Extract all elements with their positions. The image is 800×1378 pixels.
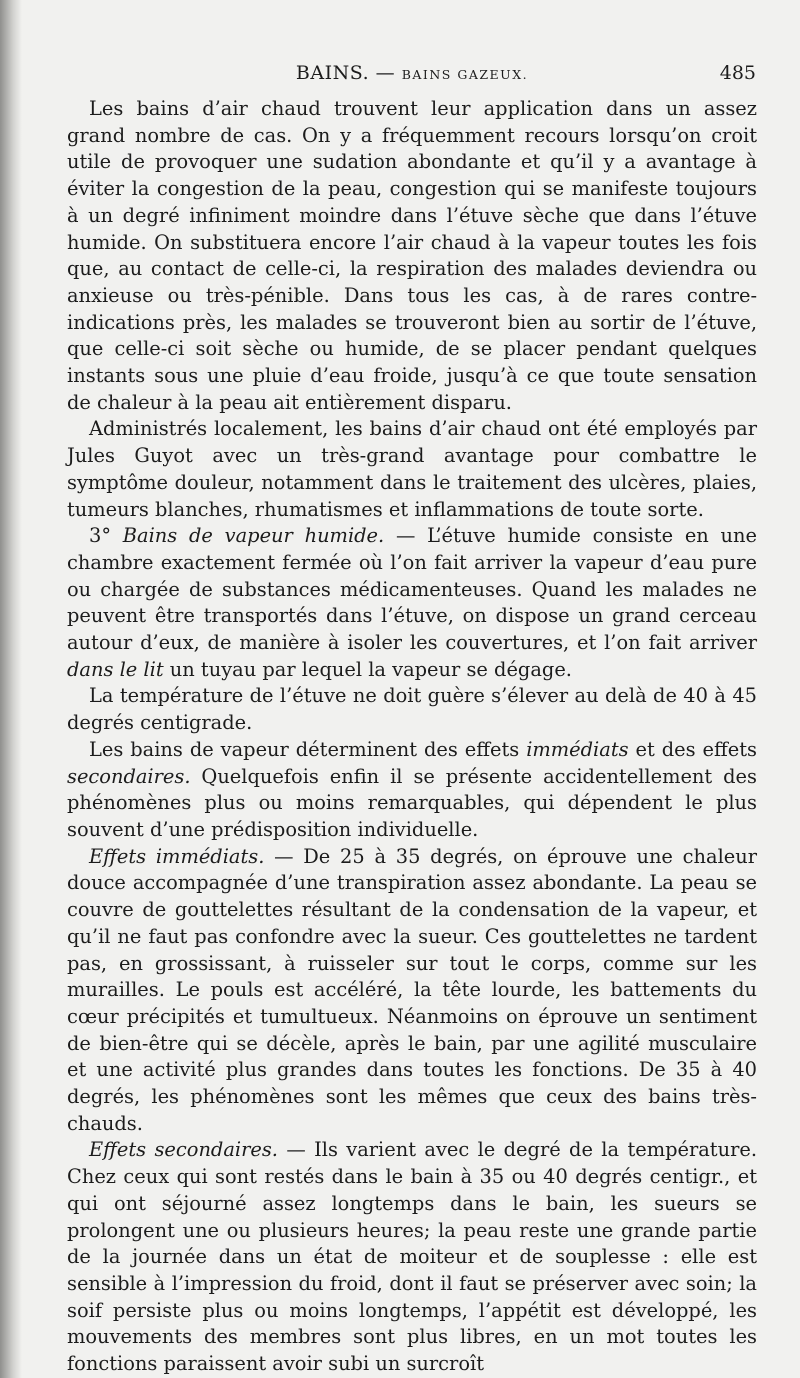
subheading-immediate-effects: Effets immédiats. <box>89 844 265 868</box>
running-header <box>68 62 756 92</box>
paragraph-immediate-effects <box>67 844 757 1138</box>
italic-term-immediate: immédiats <box>526 737 629 761</box>
paragraph-text: — L’étuve humide consiste en une chambre exactement fermée où l’on fait arriver la vapeur d’eau pure ou chargée de substances médicamenteuses. Quand les malades ne peuvent être transportés dans l’étuve, on dispose un grand cerceau autour d’eux, de manière à isoler les couvertures, et l’on fait arriver <box>67 524 757 655</box>
paragraph-local-use: Administrés localement, les bains d’air chaud ont été employés par Jules Guyot avec un très-grand avantage pour combattre le symptôme douleur, notamment dans le traitement des ulcères, plaies, tumeurs blanches, rhumatismes et inflammations de toute sorte. <box>67 417 757 521</box>
header-title: BAINS. <box>295 62 370 84</box>
running-title <box>68 62 756 84</box>
paragraph-temperature: La température de l’étuve ne doit guère s’élever au delà de 40 à 45 degrés centigrade. <box>67 684 757 735</box>
paragraph-text: — De 25 à 35 degrés, on éprouve une chaleur douce accompagnée d’une transpiration assez abondante. La peau se couvre de gouttelettes résultant de la condensation de la vapeur, et qu’il ne faut pas confondre avec la sueur. Ces gouttelettes ne tardent pas, en grossissant, à ruisseler sur tout le corps, comme sur les murailles. Le pouls est accéléré, la tête lourde, les battements du cœur précipités et tumultueux. Néanmoins on éprouve un sentiment de bien-être qui se décèle, après le bain, par une agilité musculaire et une activité plus grandes dans toutes les fonctions. De 35 à 40 degrés, les phénomènes sont les mêmes que ceux des bains très-chauds. <box>67 844 757 1135</box>
header-subtitle: BAINS GAZEUX. <box>401 67 529 82</box>
body-text <box>67 96 757 1378</box>
paragraph-text: Les bains de vapeur déterminent des effets <box>89 737 527 761</box>
paragraph-hot-air-baths: Les bains d’air chaud trouvent leur application dans un assez grand nombre de cas. On y a fréquemment recours lorsqu’on croit utile de provoquer une sudation abondante et qu’il y a avantage à éviter la congestion de la peau, congestion qui se manifeste toujours à un degré infiniment moindre dans l’étuve sèche que dans l’étuve humide. On substituera encore l’air chaud à la vapeur toutes les fois que, au contact de celle-ci, la respiration des malades deviendra ou anxieuse ou très-pénible. Dans tous les cas, à de rares contre-indications près, les malades se trouveront bien au sortir de l’étuve, que celle-ci soit sèche ou humide, de se placer pendant quelques instants sous une pluie d’eau froide, jusqu’à ce que toute sensation de chaleur à la peau ait entièrement disparu. <box>67 97 757 414</box>
section-heading-humid-steam: Bains de vapeur humide. <box>122 524 385 548</box>
italic-term-secondary: secondaires. <box>67 764 191 788</box>
italic-phrase: dans le lit <box>67 657 164 681</box>
paragraph-text: — Ils varient avec le degré de la température. Chez ceux qui sont restés dans le bain à 35 ou 40 degrés centigr., et qui ont séjourné assez longtemps dans le bain, les sueurs se prolongent une ou plusieurs heures; la peau reste une grande partie de la journée dans un état de moiteur et de souplesse : elle est sensible à l’impression du froid, dont il faut se préserver avec soin; la soif persiste plus ou moins longtemps, l’appétit est développé, les mouvements des membres sont plus libres, en un mot toutes les fonctions paraissent avoir subi un surcroît <box>67 1138 757 1376</box>
paragraph-secondary-effects <box>67 1137 757 1377</box>
paragraph-text: et des effets <box>628 737 757 761</box>
paragraph-text: Quelquefois enfin il se présente accidentellement des phénomènes plus ou moins remarquables, qui dépendent le plus souvent d’une prédisposition individuelle. <box>67 764 757 841</box>
header-dash: — <box>369 62 402 84</box>
section-number: 3° <box>89 524 123 548</box>
page-number: 485 <box>719 62 756 84</box>
paragraph-text: un tuyau par lequel la vapeur se dégage. <box>163 657 572 681</box>
paragraph-effects-intro <box>67 737 757 844</box>
subheading-secondary-effects: Effets secondaires. <box>89 1138 278 1162</box>
paragraph-humid-steam-baths <box>67 523 757 683</box>
